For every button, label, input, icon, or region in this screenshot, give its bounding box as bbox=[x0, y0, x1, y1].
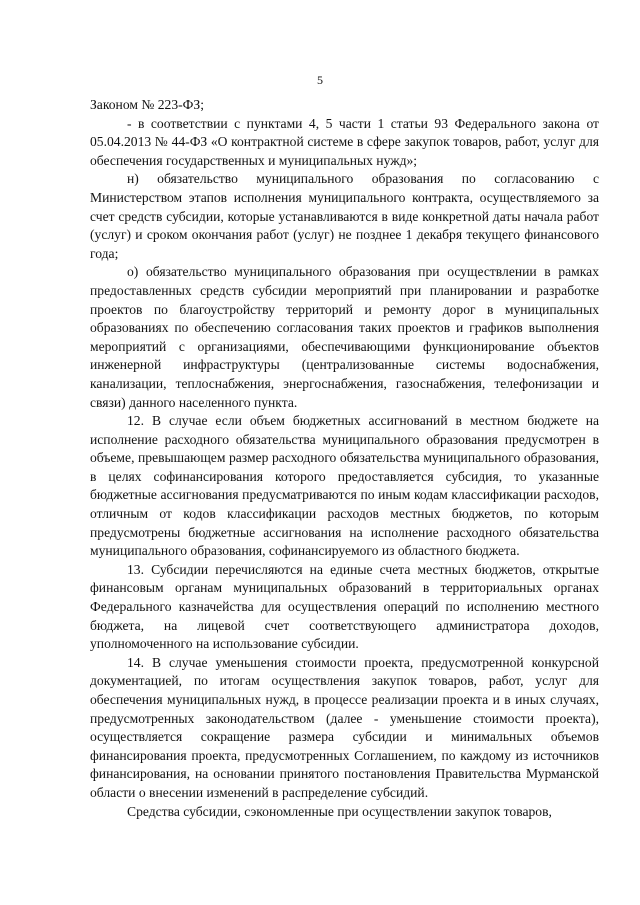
paragraph-item-o: о) обязательство муниципального образования при осуществлении в рамках предоставленных средств субсидии мероприятий при планировании и разработке проектов по благоустройству территорий и ремонту дорог в муниципальных образованиях по обеспечению согласования таких проектов и графиков выполнения мероприятий с организациями, обеспечивающими функционирование объектов инженерной инфраструктуры (централизованные системы водоснабжения, канализации, теплоснабжения, энергоснабжения, газоснабжения, телефонизации и связи) данного населенного пункта. bbox=[90, 264, 599, 410]
paragraph-clause-14: 14. В случае уменьшения стоимости проекта, предусмотренной конкурсной документацией, по итогам осуществления закупок товаров, работ, услуг для обеспечения муниципальных нужд, в процессе реализации проекта и в иных случаях, предусмотренных законодательством (далее - уменьшение стоимости проекта), осуществляется сокращение размера субсидии и минимальных объемов финансирования проекта, предусмотренных Соглашением, по каждому из источников финансирования, на основании принятого постановления Правительства Мурманской области о внесении изменений в распределение субсидий. bbox=[90, 654, 599, 800]
paragraph-law-223: Законом № 223-ФЗ; bbox=[90, 97, 204, 112]
paragraph-savings: Средства субсидии, сэкономленные при осуществлении закупок товаров, bbox=[127, 803, 552, 819]
paragraph-item-n: н) обязательство муниципального образования по согласованию с Министерством этапов исполнения муниципального контракта, осуществляемого за счет средств субсидии, которые устанавливаются в виде конкретной даты начала работ (услуг) и сроком окончания работ (услуг) не позднее 1 декабря текущего финансового года; bbox=[90, 171, 599, 261]
document-body bbox=[90, 96, 599, 821]
paragraph-clause-13: 13. Субсидии перечисляются на единые счета местных бюджетов, открытые финансовым органам муниципальных образований в территориальных органах Федерального казначейства для осуществления операций по исполнению местного бюджета, на лицевой счет соответствующего администратора доходов, уполномоченного на использование субсидии. bbox=[90, 561, 599, 652]
paragraph-law-44: - в соответствии с пунктами 4, 5 части 1 статьи 93 Федерального закона от 05.04.2013 № 44-ФЗ «О контрактной системе в сфере закупок товаров, работ, услуг для обеспечения государственных и муниципальных нужд»; bbox=[90, 115, 599, 168]
page-number: 5 bbox=[317, 73, 323, 87]
paragraph-clause-12: 12. В случае если объем бюджетных ассигнований в местном бюджете на исполнение расходного обязательства муниципального образования предусмотрен в объеме, превышающем размер расходного обязательства муниципального образования, в целях софинансирования которого предоставляется субсидия, то указанные бюджетные ассигнования предусматриваются по иным кодам классификации расходов, отличным от кодов классификации расходов местных бюджетов, по которым предусмотрены бюджетные ассигнования на исполнение расходного обязательства муниципального образования, софинансируемого из областного бюджета. bbox=[90, 413, 599, 559]
